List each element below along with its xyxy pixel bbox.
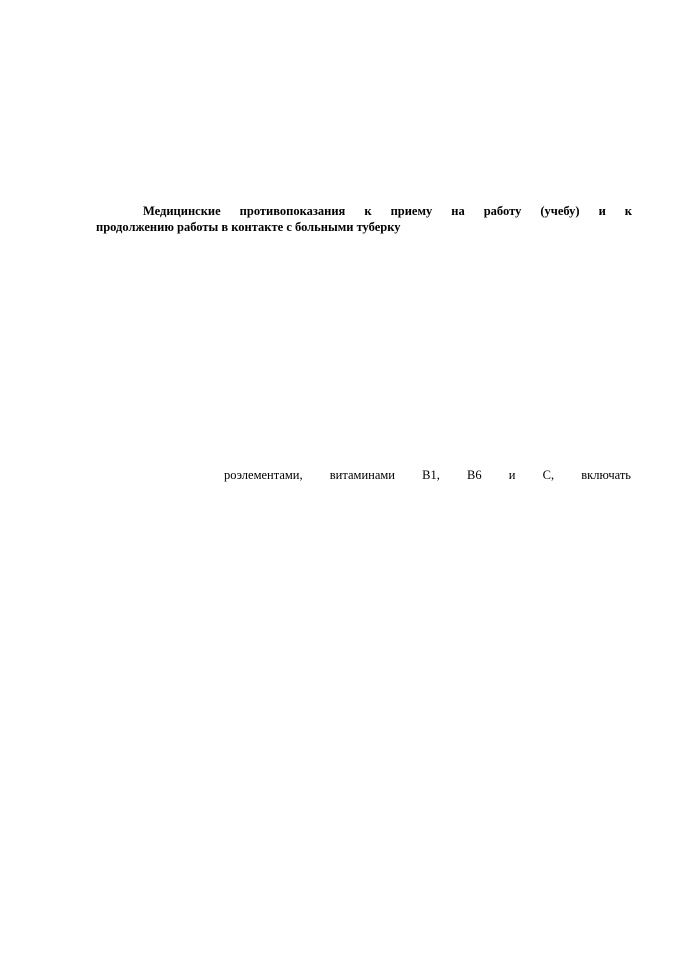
heading-line-2: продолжению работы в контакте с больными туберку bbox=[96, 220, 401, 234]
text-fragment: роэлементами, витаминами В1, В6 и С, включать bbox=[224, 468, 631, 482]
heading-line-1: Медицинские противопоказания к приему на работу (учебу) и к bbox=[143, 204, 632, 218]
document-heading bbox=[96, 203, 632, 235]
